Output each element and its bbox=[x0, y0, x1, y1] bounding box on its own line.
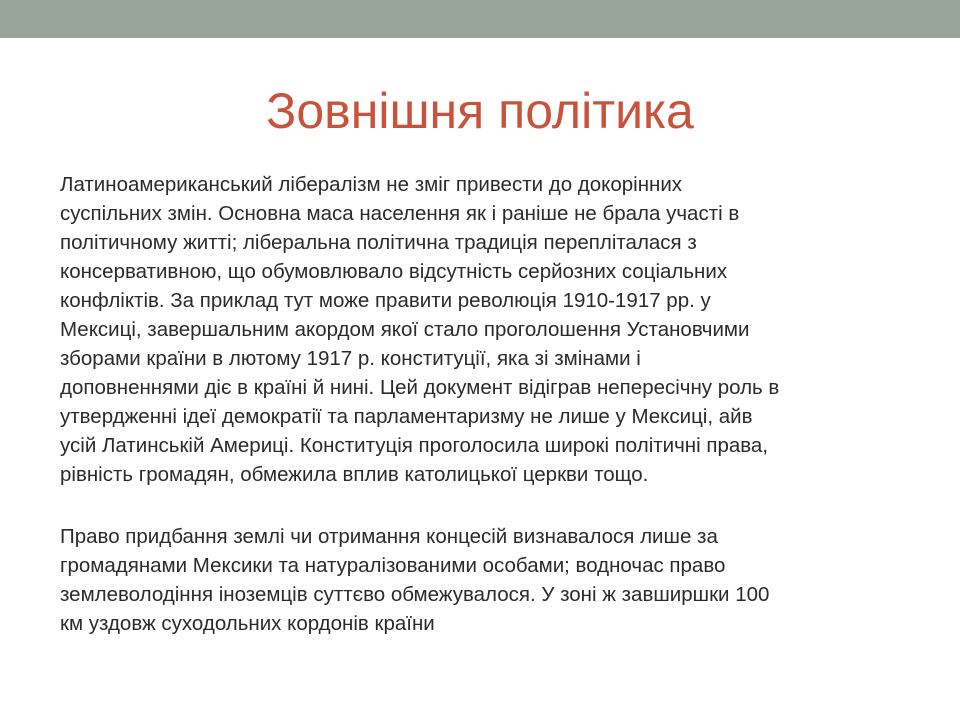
paragraph-2 bbox=[60, 522, 920, 638]
top-accent-bar bbox=[0, 0, 960, 38]
text-line: консервативною, що обумовлювало відсутність серйозних соціальних bbox=[60, 260, 728, 283]
text-line: доповненнями діє в країні й нині. Цей документ відіграв непересічну роль в bbox=[60, 376, 780, 399]
text-line: землеволодіння іноземців суттєво обмежувалося. У зоні ж завширшки 100 bbox=[60, 583, 770, 606]
text-line: громадянами Мексики та натуралізованими особами; водночас право bbox=[60, 554, 726, 577]
slide-body bbox=[60, 170, 920, 638]
text-line: політичному житті; ліберальна політична традиція перепліталася з bbox=[60, 231, 697, 254]
text-line: конфліктів. За приклад тут може правити революція 1910-1917 рр. у bbox=[60, 289, 711, 312]
text-line: Латиноамериканський лібералізм не зміг привести до докорінних bbox=[60, 173, 683, 196]
text-line: усій Латинській Америці. Конституція проголосила широкі політичні права, bbox=[60, 434, 769, 457]
text-line: Мексиці, завершальним акордом якої стало проголошення Установчими bbox=[60, 318, 750, 341]
text-line: рівність громадян, обмежила вплив католицької церкви тощо. bbox=[60, 463, 649, 486]
paragraph-1 bbox=[60, 170, 920, 489]
text-line: км уздовж суходольних кордонів країни bbox=[60, 612, 435, 635]
slide-title: Зовнішня політика bbox=[266, 83, 694, 139]
text-line: утвердженні ідеї демократії та парламентаризму не лише у Мексиці, айв bbox=[60, 405, 753, 428]
text-line: зборами країни в лютому 1917 р. конституції, яка зі змінами і bbox=[60, 347, 641, 370]
text-line: суспільних змін. Основна маса населення як і раніше не брала участі в bbox=[60, 202, 740, 225]
text-line: Право придбання землі чи отримання концесій визнавалося лише за bbox=[60, 525, 718, 548]
